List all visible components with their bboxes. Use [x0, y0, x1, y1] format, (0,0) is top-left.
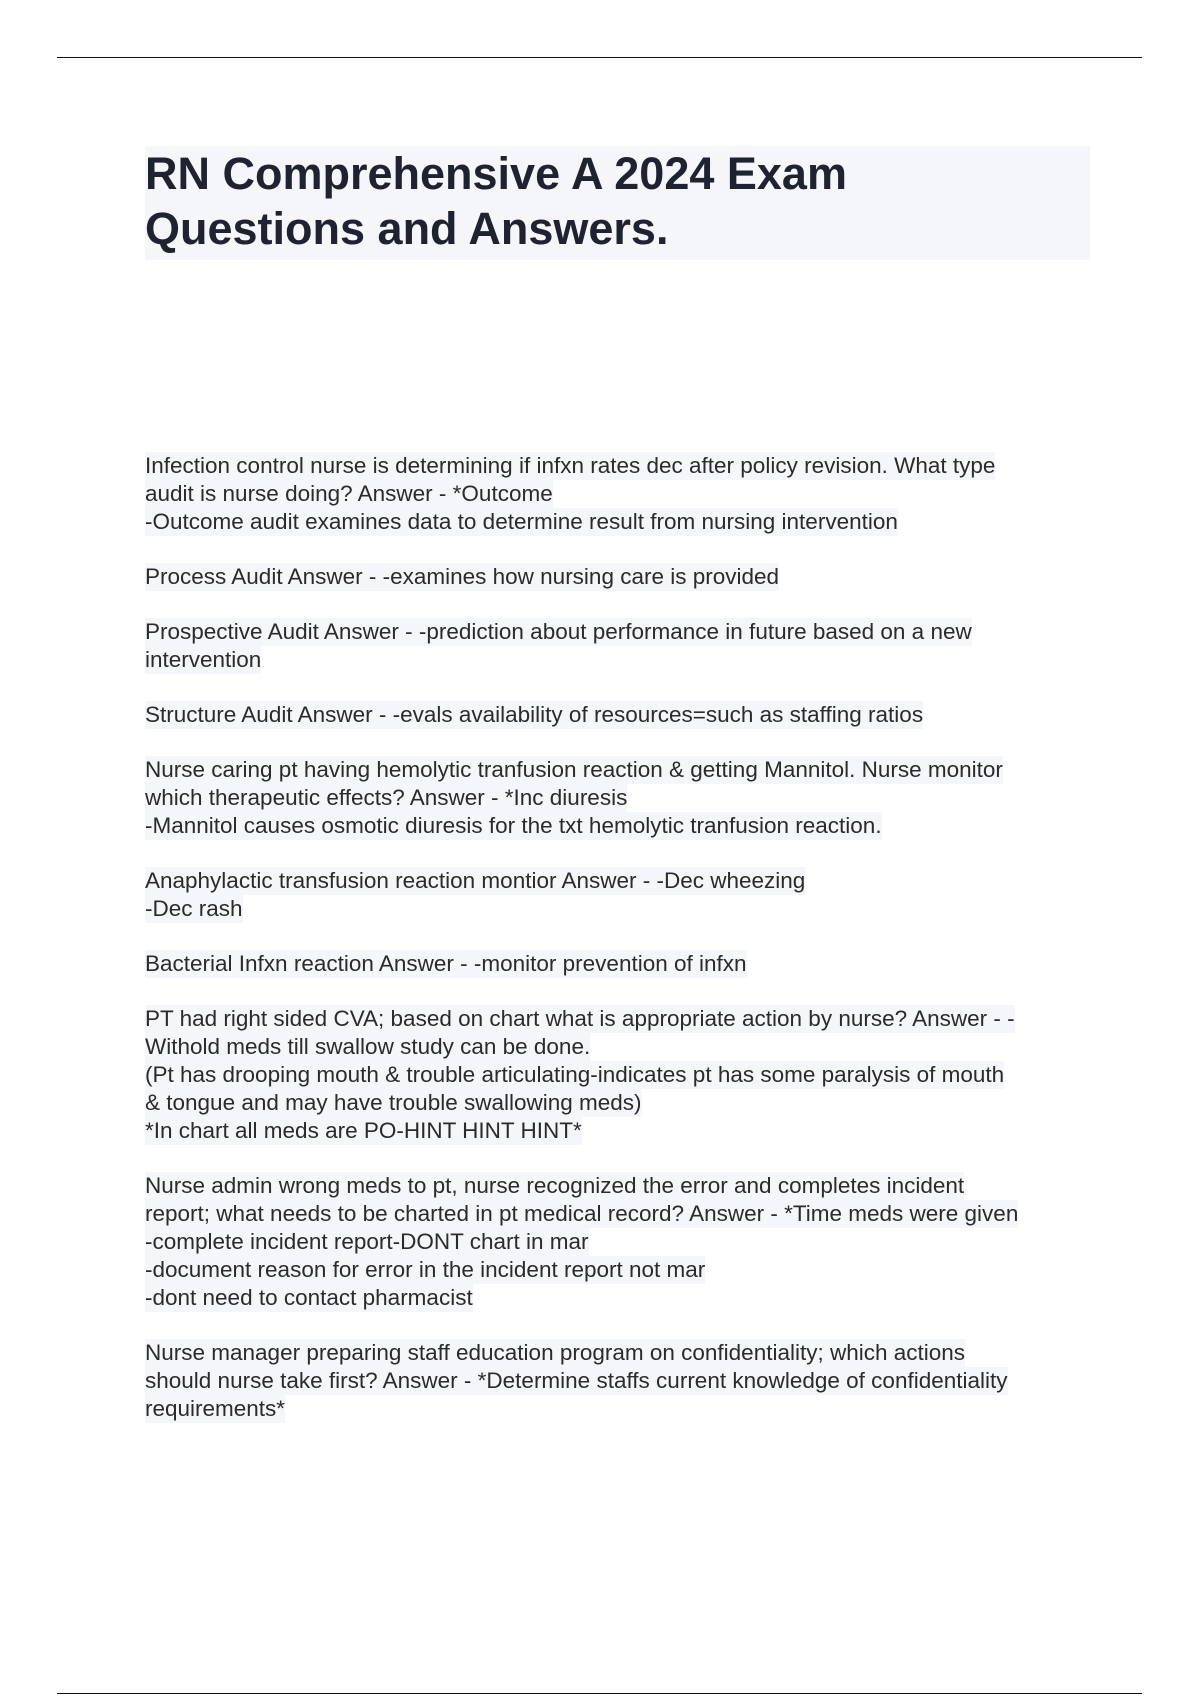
qa-line: Nurse manager preparing staff education program on confidentiality; which actions: [145, 1340, 966, 1365]
qa-line: report; what needs to be charted in pt medical record? Answer - *Time meds were given: [145, 1201, 1019, 1226]
qa-line: -document reason for error in the incident report not mar: [145, 1257, 706, 1282]
qa-line: Anaphylactic transfusion reaction montior Answer - -Dec wheezing: [145, 868, 806, 893]
qa-entry: [145, 1339, 1100, 1423]
qa-line: -Mannitol causes osmotic diuresis for the txt hemolytic tranfusion reaction.: [145, 813, 882, 838]
qa-line: -dont need to contact pharmacist: [145, 1285, 473, 1310]
qa-entry: [145, 950, 1100, 978]
title-line: RN Comprehensive A 2024 Exam: [145, 148, 847, 199]
document-title: [145, 146, 1090, 256]
qa-line: Nurse admin wrong meds to pt, nurse recognized the error and completes incident: [145, 1173, 965, 1198]
qa-entry: [145, 618, 1100, 674]
qa-line: (Pt has drooping mouth & trouble articulating-indicates pt has some paralysis of mouth: [145, 1062, 1005, 1087]
qa-entry: [145, 756, 1100, 840]
qa-list: [145, 452, 1100, 1450]
qa-line: PT had right sided CVA; based on chart what is appropriate action by nurse? Answer - -: [145, 1006, 1015, 1031]
qa-entry: [145, 1172, 1100, 1312]
bottom-rule: [57, 1693, 1142, 1694]
qa-line: -Outcome audit examines data to determine result from nursing intervention: [145, 509, 898, 534]
title-line: Questions and Answers.: [145, 203, 669, 254]
qa-line: -complete incident report-DONT chart in mar: [145, 1229, 589, 1254]
qa-line: *In chart all meds are PO-HINT HINT HINT*: [145, 1118, 582, 1143]
top-rule: [57, 57, 1142, 58]
qa-line: Prospective Audit Answer - -prediction about performance in future based on a new: [145, 619, 972, 644]
qa-line: Structure Audit Answer - -evals availability of resources=such as staffing ratios: [145, 702, 924, 727]
qa-line: Nurse caring pt having hemolytic tranfusion reaction & getting Mannitol. Nurse monitor: [145, 757, 1003, 782]
qa-line: which therapeutic effects? Answer - *Inc diuresis: [145, 785, 628, 810]
qa-entry: [145, 452, 1100, 536]
qa-line: -Dec rash: [145, 896, 243, 921]
qa-line: requirements*: [145, 1396, 286, 1421]
qa-line: intervention: [145, 647, 262, 672]
qa-line: Infection control nurse is determining if infxn rates dec after policy revision. What type: [145, 453, 996, 478]
qa-line: Bacterial Infxn reaction Answer - -monitor prevention of infxn: [145, 951, 747, 976]
qa-line: should nurse take first? Answer - *Determine staffs current knowledge of confidentiality: [145, 1368, 1008, 1393]
qa-entry: [145, 867, 1100, 923]
qa-line: audit is nurse doing? Answer - *Outcome: [145, 481, 553, 506]
qa-entry: [145, 563, 1100, 591]
qa-line: & tongue and may have trouble swallowing meds): [145, 1090, 642, 1115]
title-block: [145, 146, 1090, 260]
qa-line: Process Audit Answer - -examines how nursing care is provided: [145, 564, 780, 589]
qa-line: Withold meds till swallow study can be done.: [145, 1034, 591, 1059]
qa-entry: [145, 701, 1100, 729]
qa-entry: [145, 1005, 1100, 1145]
